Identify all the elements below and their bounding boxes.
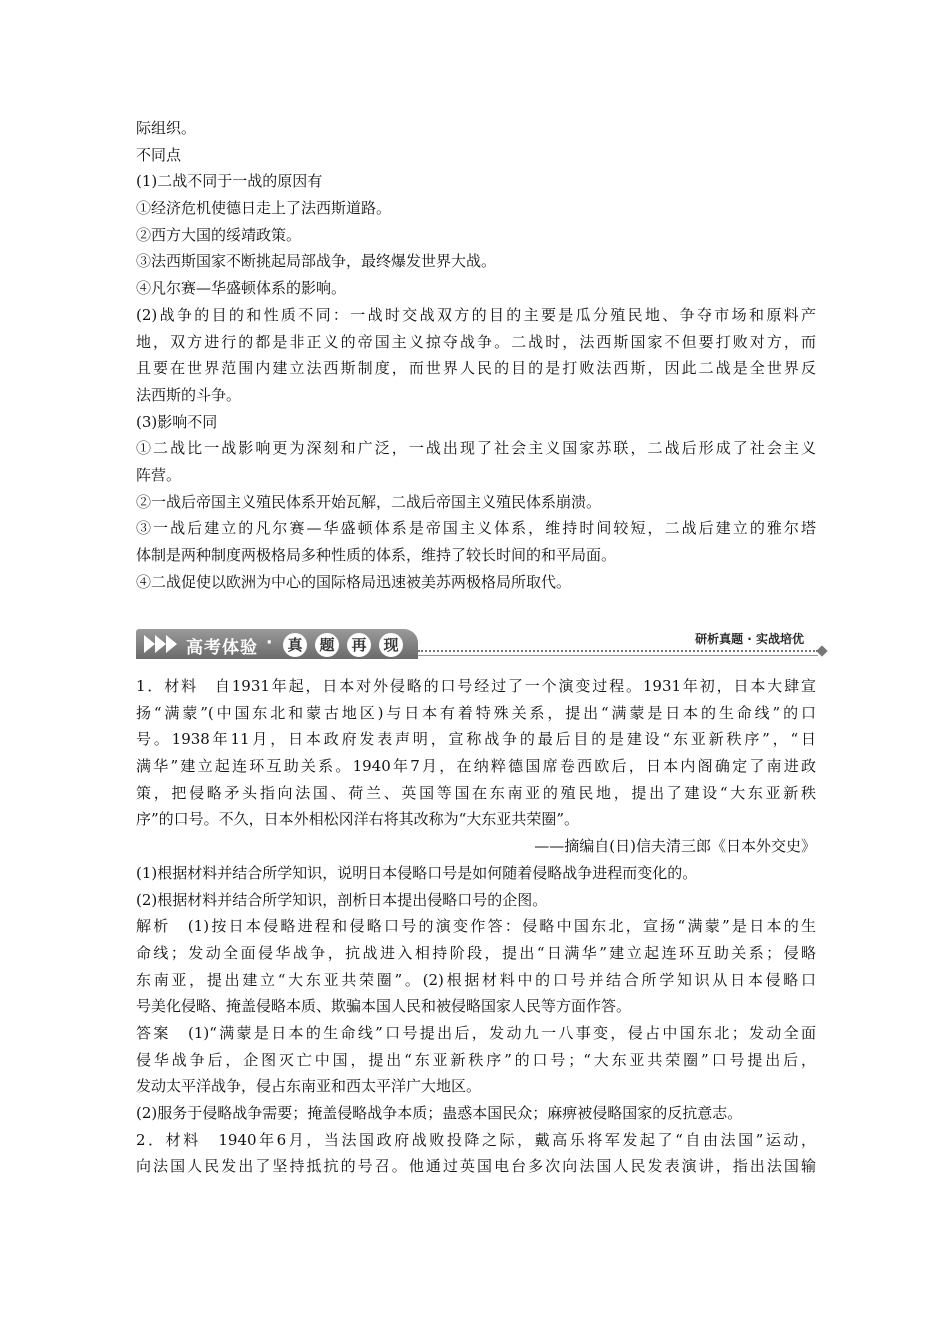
- text-line: ②西方大国的绥靖政策。: [136, 225, 302, 244]
- citation-line: ——摘编自(日)信夫清三郎《日本外交史》: [534, 837, 816, 856]
- text-line: 法西斯的斗争。: [136, 385, 242, 404]
- text-line: 且要在世界范围内建立法西斯制度，而世界人民的目的是打败法西斯，因此二战是全世界反: [136, 359, 816, 378]
- banner-tab: [136, 629, 418, 659]
- text-line: 满华”建立起连环互助关系。1940年7月，在纳粹德国席卷西欧后，日本内阁确定了南进政: [136, 757, 816, 776]
- text-line: ①二战比一战影响更为深刻和广泛，一战出现了社会主义国家苏联，二战后形成了社会主义: [136, 439, 816, 458]
- text-line: (1)二战不同于一战的原因有: [136, 172, 323, 191]
- text-line: ①经济危机使德日走上了法西斯道路。: [136, 199, 392, 218]
- text-line: ④凡尔赛—华盛顿体系的影响。: [136, 279, 347, 298]
- text-line: 发动太平洋战争，侵占东南亚和西太平洋广大地区。: [136, 1077, 482, 1096]
- section-banner: [136, 629, 826, 659]
- banner-rule: [418, 655, 818, 656]
- text-line: ③法西斯国家不断挑起局部战争，最终爆发世界大战。: [136, 252, 497, 271]
- banner-subtitle: 研析真题 · 实战培优: [691, 630, 804, 647]
- text-line: 阵营。: [136, 465, 182, 484]
- text-line: 2．材料 1940年6月，当法国政府战败投降之际，戴高乐将军发起了“自由法国”运动，: [136, 1130, 816, 1149]
- banner-title: 高考体验: [186, 638, 258, 658]
- banner-circle-char: 现: [379, 633, 403, 657]
- text-line: 不同点: [136, 145, 182, 164]
- text-line: 侵华战争后，企图灭亡中国，提出“东亚新秩序”的口号；“大东亚共荣圈”口号提出后，: [136, 1050, 816, 1069]
- banner-dot: ·: [266, 633, 273, 653]
- text-line: 号美化侵略、掩盖侵略本质、欺骗本国人民和被侵略国家人民等方面作答。: [136, 997, 632, 1016]
- text-line: (1)根据材料并结合所学知识，说明日本侵略口号是如何随着侵略战争进程而变化的。: [136, 863, 698, 882]
- chevron-right-icon: [155, 635, 166, 653]
- text-line: 向法国人民发出了坚持抵抗的号召。他通过英国电台多次向法国人民发表演讲，指出法国输: [136, 1157, 816, 1176]
- text-line: 体制是两种制度两极格局多种性质的体系，维持了较长时间的和平局面。: [136, 546, 617, 564]
- exam-section: [136, 673, 816, 1180]
- banner-dotted-rule: [418, 650, 818, 652]
- text-line: 策，把侵略矛头指向法国、荷兰、英国等国在东南亚的殖民地，提出了建设“大东亚新秩: [136, 783, 816, 802]
- text-line: 号。1938年11月，日本政府发表声明，宣称战争的最后目的是建设“东亚新秩序”，“日: [136, 730, 816, 749]
- text-line: 地，双方进行的都是非正义的帝国主义掠夺战争。二战时，法西斯国家不但要打败对方，而: [136, 332, 816, 351]
- text-line: (2)战争的目的和性质不同：一战时交战双方的目的主要是瓜分殖民地、争夺市场和原料产: [136, 305, 816, 324]
- chevron-right-icon: [144, 635, 155, 653]
- text-line: (3)影响不同: [136, 412, 218, 431]
- text-line: ③一战后建立的凡尔赛—华盛顿体系是帝国主义体系，维持时间较短，二战后建立的雅尔塔: [136, 519, 816, 538]
- text-line: 序”的口号。不久，日本外相松冈洋右将其改称为“大东亚共荣圈”。: [136, 810, 580, 829]
- text-line: 1．材料 自1931年起，日本对外侵略的口号经过了一个演变过程。1931年初，日本大肆宣: [136, 677, 816, 695]
- text-line: ②一战后帝国主义殖民体系开始瓦解，二战后帝国主义殖民体系崩溃。: [136, 492, 602, 511]
- text-line: 际组织。: [136, 119, 197, 137]
- text-line: 命线；发动全面侵华战争，抗战进入相持阶段，提出“日满华”建立起连环互助关系；侵略: [136, 943, 816, 962]
- comparison-section: [136, 115, 816, 595]
- text-line: (2)服务于侵略战争需要；掩盖侵略战争本质；蛊惑本国民众；麻痹被侵略国家的反抗意志。: [136, 1104, 743, 1122]
- text-line: 解析 (1)按日本侵略进程和侵略口号的演变作答：侵略中国东北，宣扬“满蒙”是日本的生: [136, 917, 816, 936]
- text-line: (2)根据材料并结合所学知识，剖析日本提出侵略口号的企图。: [136, 890, 548, 909]
- chevron-right-icon: [166, 635, 177, 653]
- banner-circle-char: 题: [315, 633, 339, 657]
- text-line: ④二战促使以欧洲为中心的国际格局迅速被美苏两极格局所取代。: [136, 572, 572, 591]
- banner-circle-char: 再: [347, 633, 371, 657]
- text-line: 东南亚，提出建立“大东亚共荣圈”。(2)根据材料中的口号并结合所学知识从日本侵略口: [136, 970, 816, 989]
- text-line: 答案 (1)“满蒙是日本的生命线”口号提出后，发动九一八事变，侵占中国东北；发动全面: [136, 1023, 816, 1042]
- banner-circle-char: 真: [283, 633, 307, 657]
- text-line: 扬“满蒙”(中国东北和蒙古地区)与日本有着特殊关系，提出“满蒙是日本的生命线”的口: [136, 703, 816, 722]
- diamond-icon: [816, 645, 827, 656]
